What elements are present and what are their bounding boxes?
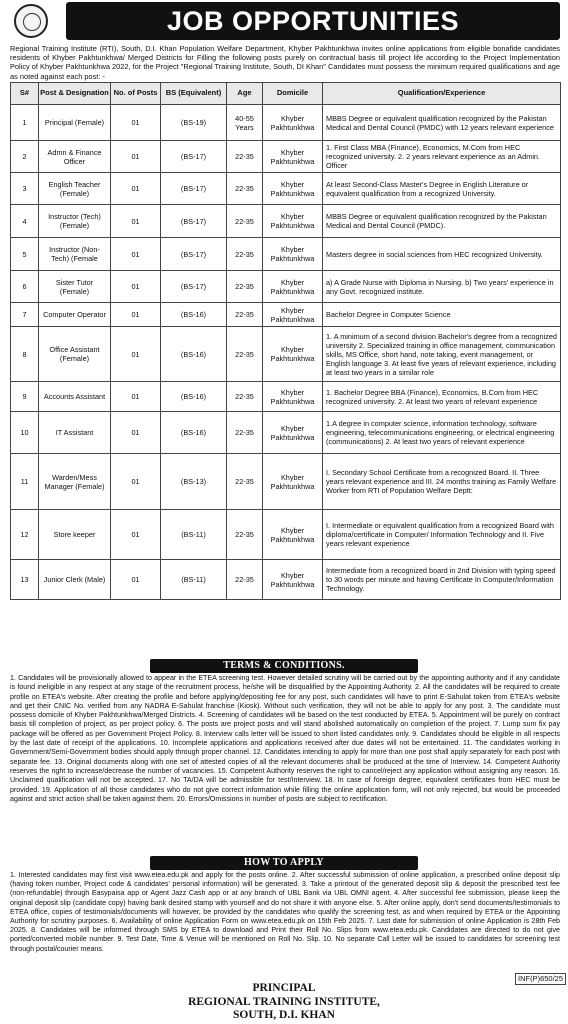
cell-posts: 01 — [111, 327, 161, 382]
cell-qualification: 1.A degree in computer science, information technology, software engineering, telecommunications engineering, or electrical engineering (communications) 2. At least two years of relevant experience — [323, 412, 561, 454]
cell-bs: (BS-17) — [161, 271, 227, 303]
cell-age: 22-35 — [227, 173, 263, 205]
cell-posts: 01 — [111, 205, 161, 238]
cell-post: Accounts Assistant — [39, 382, 111, 412]
cell-posts: 01 — [111, 382, 161, 412]
cell-qualification: Intermediate from a recognized board in 2nd Division with typing speed to 30 words per minute and having Certificate In Computer/Information Technology. — [323, 560, 561, 600]
table-header-row — [11, 83, 561, 105]
cell-bs: (BS-19) — [161, 105, 227, 141]
header-posts: No. of Posts — [111, 83, 161, 105]
cell-age: 22-35 — [227, 327, 263, 382]
cell-age: 22-35 — [227, 271, 263, 303]
cell-sno: 9 — [11, 382, 39, 412]
table-row — [11, 141, 561, 173]
header-age: Age — [227, 83, 263, 105]
cell-bs: (BS-11) — [161, 510, 227, 560]
footer-designation: PRINCIPAL — [252, 982, 316, 994]
cell-bs: (BS-17) — [161, 141, 227, 173]
cell-bs: (BS-17) — [161, 238, 227, 271]
intro-paragraph: Regional Training Institute (RTI), South, D.I. Khan Population Welfare Department, Khyber Pakhtunkhwa invites online applications from eligible bonafide candidates residents of Khyber Pakhtunkhwa/ Merged Districts for Filling the following posts purely on contractual basis till project life according to the Project Implementation Policy of Khyber Pakhtunkhwa 2022, for the Project "Regional Training Institute, South, DI Khan" Candidates must possess the minimum required qualifications and age as noted against each post: - — [10, 44, 560, 81]
cell-sno: 6 — [11, 271, 39, 303]
cell-bs: (BS-16) — [161, 327, 227, 382]
cell-post: Store keeper — [39, 510, 111, 560]
cell-domicile: Khyber Pakhtunkhwa — [263, 238, 323, 271]
table-row — [11, 382, 561, 412]
cell-age: 22-35 — [227, 303, 263, 327]
cell-post: Computer Operator — [39, 303, 111, 327]
cell-domicile: Khyber Pakhtunkhwa — [263, 173, 323, 205]
cell-qualification: 1. A minimum of a second division Bachelor's degree from a recognized university 2. Specialized training in office management, communication skills, MS Office, short hand, note taking, event management, or English language 3. At least five years of relevant experience, including at least two years in a similar role — [323, 327, 561, 382]
cell-post: Office Assistant (Female) — [39, 327, 111, 382]
cell-posts: 01 — [111, 271, 161, 303]
cell-bs: (BS-11) — [161, 560, 227, 600]
table-row — [11, 560, 561, 600]
cell-post: Warden/Mess Manager (Female) — [39, 454, 111, 510]
cell-age: 22-35 — [227, 382, 263, 412]
cell-sno: 4 — [11, 205, 39, 238]
table-row — [11, 238, 561, 271]
cell-sno: 13 — [11, 560, 39, 600]
cell-qualification: MBBS Degree or equivalent qualification recognized by the Pakistan Medical and Dental Council (PMDC) with 12 years relevant experience — [323, 105, 561, 141]
table-row — [11, 454, 561, 510]
cell-post: Admn & Finance Officer — [39, 141, 111, 173]
apply-heading-bar — [150, 856, 418, 870]
header-domicile: Domicile — [263, 83, 323, 105]
cell-sno: 3 — [11, 173, 39, 205]
job-table — [10, 82, 561, 600]
cell-qualification: Masters degree in social sciences from HEC recognized University. — [323, 238, 561, 271]
cell-bs: (BS-16) — [161, 303, 227, 327]
terms-heading: TERMS & CONDITIONS. — [223, 660, 345, 671]
footer-location: SOUTH, D.I. KHAN — [233, 1009, 335, 1021]
cell-posts: 01 — [111, 454, 161, 510]
cell-posts: 01 — [111, 105, 161, 141]
cell-post: IT Assistant — [39, 412, 111, 454]
cell-posts: 01 — [111, 238, 161, 271]
cell-sno: 1 — [11, 105, 39, 141]
cell-age: 40-55 Years — [227, 105, 263, 141]
page-title: JOB OPPORTUNITIES — [166, 6, 460, 36]
cell-sno: 10 — [11, 412, 39, 454]
cell-bs: (BS-16) — [161, 412, 227, 454]
signature-block — [0, 982, 568, 1023]
footer-institute: REGIONAL TRAINING INSTITUTE, — [188, 995, 380, 1008]
cell-age: 22-35 — [227, 238, 263, 271]
cell-posts: 01 — [111, 173, 161, 205]
cell-post: English Teacher (Female) — [39, 173, 111, 205]
table-row — [11, 205, 561, 238]
cell-domicile: Khyber Pakhtunkhwa — [263, 327, 323, 382]
header-sno: S# — [11, 83, 39, 105]
cell-posts: 01 — [111, 412, 161, 454]
cell-post: Principal (Female) — [39, 105, 111, 141]
cell-qualification: I. Secondary School Certificate from a recognized Board. II. Three years relevant experience and III. 24 months training as Family Welfare Worker from RTI of Population Welfare Deptt: — [323, 454, 561, 510]
reference-number: INF(P)650/25 — [515, 973, 566, 985]
cell-qualification: At least Second-Class Master's Degree in English Literature or equivalent qualification from a recognized University. — [323, 173, 561, 205]
cell-domicile: Khyber Pakhtunkhwa — [263, 105, 323, 141]
apply-paragraph: 1. Interested candidates may first visit www.etea.edu.pk and apply for the posts online. 2. After successful submission of online application, a prescribed online deposit slip (having token number, Project code & candidates' personal information) will be generated. 3. Take a printout of the generated deposit slip & deposit the prescribed test fee (non-refundable) through Easypaisa app or Agent Jazz Cash app or at any branch of UBL Bank via UBL OMNI agent. 4. After successful fee submission, please keep the original deposit slip (candidate copy) having bank desired stamp with yourself and do not share it with anyone else. 5. After online apply, don't send documents/testimonials to ETEA office, copies of testimonials/documents will however, be provided by the candidates who qualify the screening test, as and when required by ETEA or the Appointing Authority for scrutiny purposes. 6. Availability of online Application Form on www.etea.edu.pk on 15th Feb 2025. 7. Last date for submission of online Application is 28th Feb 2025. 8. Candidates will be informed through SMS by ETEA to download and Print their Roll No. Slips from www.etea.edu.pk. Candidates are directed to do not give ported/converted mobile number. 9. Test Date, Time & Venue will be mentioned on Roll No. Slip. 10. No separate Call Letter will be issued to candidates for screening test through postal/courier means. — [10, 871, 560, 953]
cell-qualification: I. Intermediate or equivalent qualification from a recognized Board with diploma/certificate in Computer/ Information Technology and II. Five years relevant experience — [323, 510, 561, 560]
title-banner — [66, 2, 560, 40]
advert-header — [0, 0, 568, 42]
cell-post: Sister Tutor (Female) — [39, 271, 111, 303]
cell-sno: 8 — [11, 327, 39, 382]
cell-post: Instructor (Non-Tech) (Female — [39, 238, 111, 271]
cell-domicile: Khyber Pakhtunkhwa — [263, 141, 323, 173]
terms-heading-bar — [150, 659, 418, 673]
cell-domicile: Khyber Pakhtunkhwa — [263, 412, 323, 454]
cell-bs: (BS-17) — [161, 205, 227, 238]
cell-post: Instructor (Tech) (Female) — [39, 205, 111, 238]
cell-domicile: Khyber Pakhtunkhwa — [263, 303, 323, 327]
terms-paragraph: 1. Candidates will be provisionally allowed to appear in the ETEA screening test. However detailed scrutiny will be carried out by the appointing authority and if any candidate is found ineligible in any respect at any stage of the recruitment process, he/she will be disqualified by the Appointing Authority. 2. All the candidates will be required to create profile on ETEA's website. After creating the profile and before applying/depositing fee for any post, such candidates will have to print E-Sahulat token from ETEA's website and get their CNIC No. verified from any NADRA E-Sahulat franchise (Kiosk). Without such verification, they will not be able to apply for any post. 3. The candidate must possess domicile of Khyber Pakhtunkhwa/Merged Districts. 4. Screening of candidates will be based on the test conducted by ETEA. 5. Appointment will be purely on contract basis till completion of project, as per project policy. 6. The posts are project posts and will stand abolished automatically on completion of the project. 7. Lump sum fix pay package will be offered as per Government Project Policy. 8. Interview calls letter will be issued to short listed candidates only. 9. Candidates should be eligible in all respects by the last date of receipt of the applications. 10. Incomplete applications and applications received after due dates will not be entertained. 11. The candidates working in Government/Semi-Government bodies should apply through proper channel. 12. Candidates intending to apply for more than one post shall apply separately for each post with separate fee. 13. Original documents along with one set of attested copies of all the relevant documents shall be produced at the time of Interview. 14. Competent Authority reserves the right to increase/decrease the number of vacancies. 15. Competent Authority reserves the right to cancel/reject any application without assigning any reason. 16. Unclaimed qualification will not be accepted. 17. No TA/DA will be admissible for test/Interview. 18. In case of foreign degree, equivalent certificates from HEC must be provided. 19. Application of all those candidates who do not give correct information while filling the online application form, will not only rejected, but would be proceeded against and strict action shall be taken against them. 20. Errors/Omissions in number of posts are subject to rectification. — [10, 674, 560, 803]
cell-sno: 5 — [11, 238, 39, 271]
table-row — [11, 105, 561, 141]
cell-bs: (BS-13) — [161, 454, 227, 510]
cell-post: Junior Clerk (Male) — [39, 560, 111, 600]
header-bs: BS (Equivalent) — [161, 83, 227, 105]
table-row — [11, 271, 561, 303]
cell-posts: 01 — [111, 141, 161, 173]
institute-emblem-icon — [14, 4, 48, 38]
cell-bs: (BS-17) — [161, 173, 227, 205]
cell-age: 22-35 — [227, 141, 263, 173]
table-row — [11, 327, 561, 382]
cell-sno: 7 — [11, 303, 39, 327]
cell-age: 22-35 — [227, 560, 263, 600]
cell-domicile: Khyber Pakhtunkhwa — [263, 454, 323, 510]
table-row — [11, 412, 561, 454]
cell-domicile: Khyber Pakhtunkhwa — [263, 382, 323, 412]
table-row — [11, 510, 561, 560]
cell-qualification: 1. First Class MBA (Finance), Economics, M.Com from HEC recognized university. 2. 2 years relevant experience as an Admin. Officer — [323, 141, 561, 173]
cell-posts: 01 — [111, 560, 161, 600]
cell-sno: 12 — [11, 510, 39, 560]
table-row — [11, 173, 561, 205]
cell-age: 22-35 — [227, 412, 263, 454]
cell-posts: 01 — [111, 510, 161, 560]
cell-domicile: Khyber Pakhtunkhwa — [263, 560, 323, 600]
cell-domicile: Khyber Pakhtunkhwa — [263, 205, 323, 238]
cell-domicile: Khyber Pakhtunkhwa — [263, 510, 323, 560]
cell-age: 22-35 — [227, 510, 263, 560]
header-qualification: Qualification/Experience — [323, 83, 561, 105]
cell-qualification: Bachelor Degree in Computer Science — [323, 303, 561, 327]
table-row — [11, 303, 561, 327]
cell-qualification: a) A Grade Nurse with Diploma in Nursing. b) Two years' experience in any Govt. recognized institute. — [323, 271, 561, 303]
cell-posts: 01 — [111, 303, 161, 327]
cell-qualification: MBBS Degree or equivalent qualification recognized by the Pakistan Medical and Dental Council (PMDC). — [323, 205, 561, 238]
cell-age: 22-35 — [227, 454, 263, 510]
cell-sno: 11 — [11, 454, 39, 510]
header-post: Post & Designation — [39, 83, 111, 105]
cell-domicile: Khyber Pakhtunkhwa — [263, 271, 323, 303]
apply-heading: HOW TO APPLY — [244, 857, 324, 868]
cell-age: 22-35 — [227, 205, 263, 238]
cell-bs: (BS-16) — [161, 382, 227, 412]
cell-sno: 2 — [11, 141, 39, 173]
cell-qualification: 1. Bachelor Degree BBA (Finance), Economics, B.Com from HEC recognized university. 2. At least two years of relevant experience — [323, 382, 561, 412]
